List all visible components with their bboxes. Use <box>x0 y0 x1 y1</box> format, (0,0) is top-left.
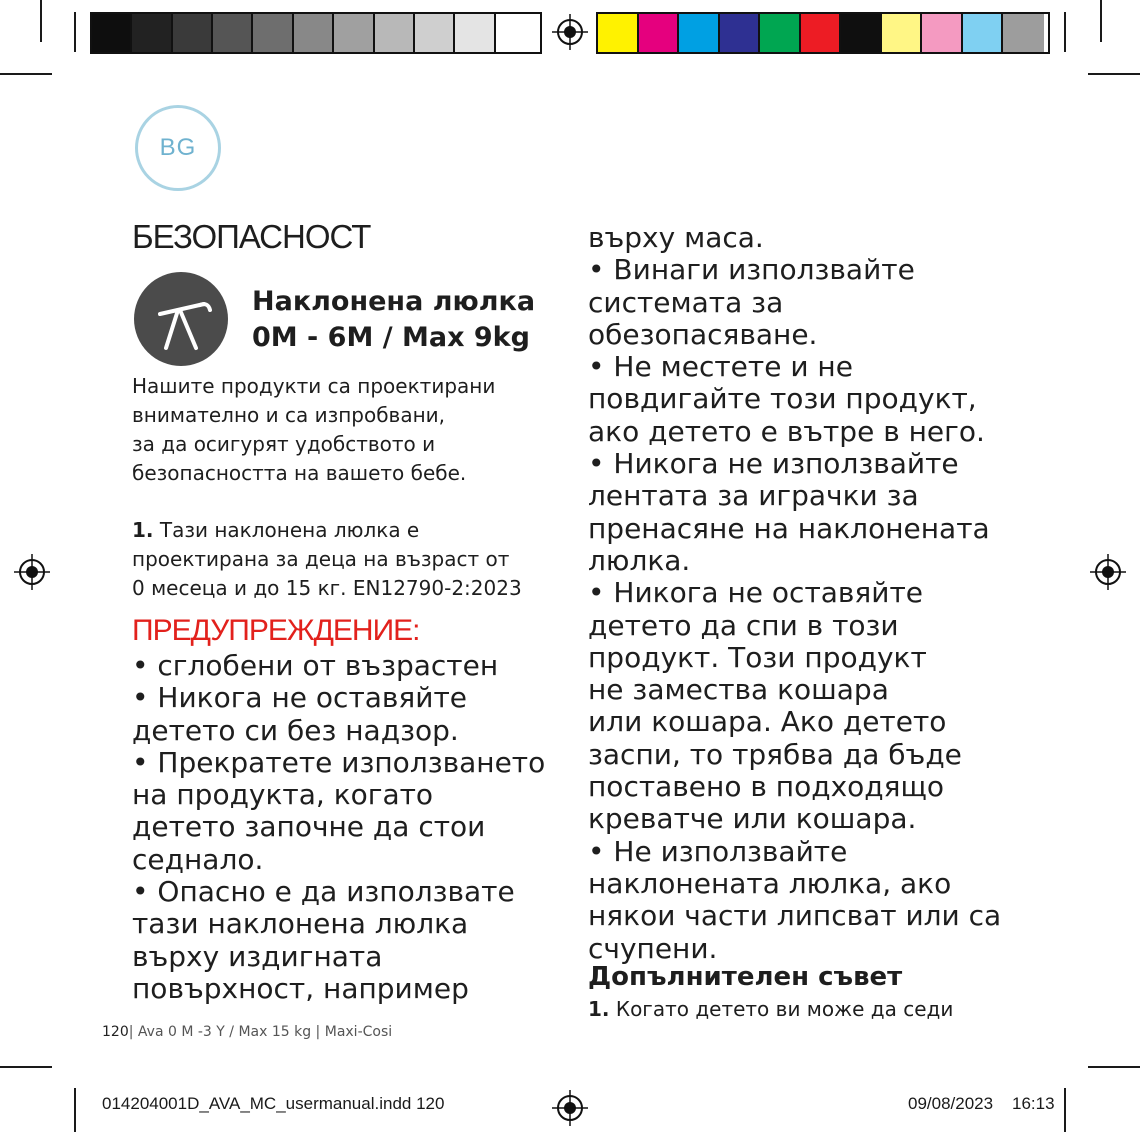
footer-brand: Maxi-Cosi <box>324 1024 393 1040</box>
warning-line: тази наклонена люлка <box>132 907 469 941</box>
warning-line: системата за <box>588 285 784 319</box>
crop-mark <box>1100 0 1102 42</box>
language-badge: BG <box>135 105 221 191</box>
color-swatch <box>841 14 882 52</box>
warning-line: повърхност, например <box>132 971 469 1005</box>
intro-line: за да осигурят удобството и <box>132 432 436 456</box>
crop-mark <box>1064 12 1066 52</box>
page-footer <box>102 1024 392 1040</box>
warning-line: • сглобени от възрастен <box>132 649 499 682</box>
warning-line: • Не използвайте <box>588 834 848 868</box>
color-swatch <box>882 14 923 52</box>
warning-list-right <box>588 222 1001 965</box>
crop-mark <box>1088 73 1140 75</box>
color-swatch <box>1003 14 1044 52</box>
point-number: 1. <box>132 518 154 542</box>
warning-line: седнало. <box>132 842 264 876</box>
print-slug-file: 014204001D_AVA_MC_usermanual.indd 120 <box>102 1094 445 1113</box>
crop-mark <box>40 0 42 42</box>
warning-line: счупени. <box>588 931 718 965</box>
crop-mark <box>1064 1088 1066 1132</box>
process-color-bar <box>596 12 1050 54</box>
page-number: 120 <box>102 1024 129 1040</box>
warning-line: не замества кошара <box>588 673 889 707</box>
warning-line: поставено в подходящо <box>588 770 944 804</box>
crop-mark <box>1088 1066 1140 1068</box>
warning-line: ако детето е вътре в него. <box>588 414 985 448</box>
color-swatch <box>294 14 334 52</box>
crop-mark <box>0 1066 52 1068</box>
registration-mark-icon <box>552 1090 588 1126</box>
warning-line: продукт. Този продукт <box>588 640 927 674</box>
warning-line: детето си без надзор. <box>132 713 459 747</box>
warning-line: детето да спи в този <box>588 608 899 642</box>
warning-line: • Прекратете използването <box>132 745 546 779</box>
tilted-cradle-icon <box>134 272 228 366</box>
color-swatch <box>720 14 761 52</box>
registration-mark-icon <box>552 14 588 50</box>
footer-product: Ava 0 M -3 Y / Max 15 kg <box>137 1024 312 1040</box>
color-swatch <box>963 14 1004 52</box>
color-swatch <box>92 14 132 52</box>
warning-line: върху издигната <box>132 939 383 973</box>
warning-list-left <box>132 650 545 1005</box>
warning-line: върху маса. <box>588 221 764 254</box>
intro-line: безопасността на вашето бебе. <box>132 461 467 485</box>
crop-mark <box>0 73 52 75</box>
point-line <box>132 516 572 545</box>
registration-mark-icon <box>14 554 50 590</box>
color-swatch <box>455 14 495 52</box>
product-age-weight: 0M - 6M / Max 9kg <box>252 322 530 353</box>
color-swatch <box>213 14 253 52</box>
product-name-line: Наклонена люлка <box>252 286 536 317</box>
warning-line: повдигайте този продукт, <box>588 382 977 416</box>
warning-line: • Никога не използвайте <box>588 447 959 481</box>
warning-line: заспи, то трябва да бъде <box>588 737 962 771</box>
color-swatch <box>132 14 172 52</box>
warning-line: креватче или кошара. <box>588 802 917 836</box>
warning-line: на продукта, когато <box>132 778 434 812</box>
registration-mark-icon <box>1090 554 1126 590</box>
warning-line: • Винаги използвайте <box>588 253 915 287</box>
warning-line: • Опасно е да използвате <box>132 875 515 909</box>
grayscale-color-bar <box>90 12 542 54</box>
tip-title: Допълнителен съвет <box>588 962 903 992</box>
point-line: 0 месеца и до 15 кг. EN12790-2:2023 <box>132 576 522 600</box>
warning-line: обезопасяване. <box>588 317 818 351</box>
warning-line: детето започне да стои <box>132 810 486 844</box>
color-swatch <box>922 14 963 52</box>
section-title: БЕЗОПАСНОСТ <box>132 218 371 255</box>
warning-line: • Никога не оставяйте <box>132 681 467 715</box>
tip-number: 1. <box>588 997 610 1021</box>
color-swatch <box>334 14 374 52</box>
color-swatch <box>679 14 720 52</box>
warning-line: или кошара. Ако детето <box>588 705 947 739</box>
color-swatch <box>801 14 842 52</box>
color-swatch <box>496 14 536 52</box>
print-slug-time: 16:13 <box>1012 1094 1055 1113</box>
intro-line: внимателно и са изпробвани, <box>132 403 446 427</box>
warning-line: • Никога не оставяйте <box>588 576 923 610</box>
warning-line: наклонената люлка, ако <box>588 866 952 900</box>
print-slug-date: 09/08/2023 <box>908 1094 994 1113</box>
color-swatch <box>415 14 455 52</box>
tip-line: Когато детето ви може да седи <box>615 997 954 1021</box>
point-line: проектирана за деца на възраст от <box>132 547 510 571</box>
warning-line: лентата за играчки за <box>588 479 919 513</box>
color-swatch <box>253 14 293 52</box>
warning-title: ПРЕДУПРЕЖДЕНИЕ: <box>132 614 420 647</box>
numbered-point <box>132 516 572 603</box>
color-swatch <box>598 14 639 52</box>
warning-line: • Не местете и не <box>588 350 853 384</box>
intro-paragraph <box>132 372 552 488</box>
color-swatch <box>173 14 213 52</box>
crop-mark <box>74 1088 76 1132</box>
tip-text <box>588 997 953 1021</box>
point-text: Тази наклонена люлка е <box>159 518 420 542</box>
color-swatch <box>760 14 801 52</box>
warning-line: люлка. <box>588 543 691 577</box>
intro-line: Нашите продукти са проектирани <box>132 374 496 398</box>
footer-separator: | <box>311 1024 325 1040</box>
crop-mark <box>74 12 76 52</box>
product-name <box>252 284 535 356</box>
warning-line: пренасяне на наклонената <box>588 511 990 545</box>
warning-line: някои части липсват или са <box>588 899 1002 933</box>
footer-separator: | <box>128 1024 138 1040</box>
color-swatch <box>639 14 680 52</box>
color-swatch <box>375 14 415 52</box>
